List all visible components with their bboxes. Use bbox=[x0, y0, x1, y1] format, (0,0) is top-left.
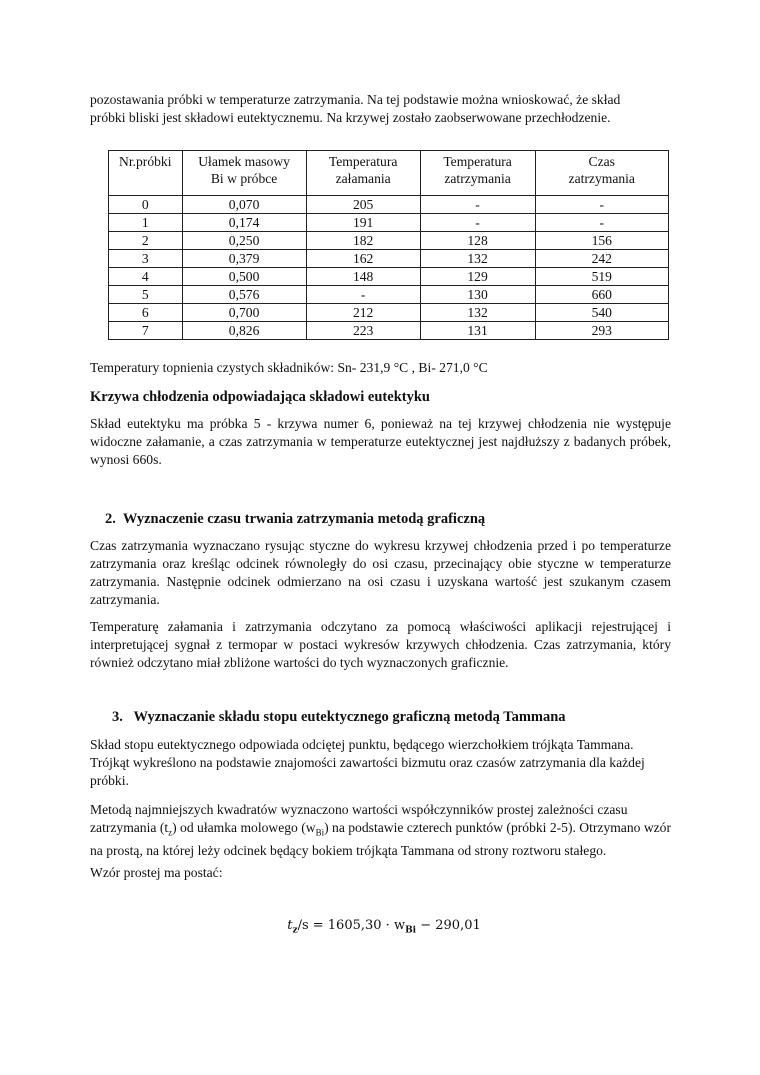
table-row bbox=[109, 250, 669, 268]
formula-lhs: t bbox=[287, 918, 293, 933]
table-cell: 1 bbox=[109, 214, 183, 232]
table-body bbox=[109, 196, 669, 340]
table-cell: 7 bbox=[109, 322, 183, 340]
table-row bbox=[109, 304, 669, 322]
column-header bbox=[182, 151, 306, 196]
table-header-row bbox=[109, 151, 669, 196]
eutectic-paragraph: Skład eutektyku ma próbka 5 - krzywa numer 6, ponieważ na tej krzywej chłodzenia nie występuje widoczne załamanie, a czas zatrzymania w temperaturze eutektycznej jest najdłuższy z badanych próbek, wynosi 660s. bbox=[90, 416, 671, 467]
table-cell: 242 bbox=[535, 250, 668, 268]
table-cell: 0,250 bbox=[182, 232, 306, 250]
table-cell: - bbox=[420, 196, 535, 214]
column-header bbox=[535, 151, 668, 196]
table-cell: 131 bbox=[420, 322, 535, 340]
subscript: z bbox=[168, 827, 173, 838]
table-cell: 519 bbox=[535, 268, 668, 286]
table-cell: 540 bbox=[535, 304, 668, 322]
section-3-number: 3. bbox=[112, 709, 123, 725]
column-header bbox=[109, 151, 183, 196]
para-text: ) na podstawie czterech punktów (próbki 2-5). Otrzymano wzór na prostą, na której leży odcinek będący bokiem trójkąta Tammana od strony roztworu stałego. bbox=[90, 820, 672, 858]
column-header-line: Nr.próbki bbox=[119, 154, 172, 169]
column-header-line: Temperatura bbox=[328, 154, 398, 169]
column-header-line: Bi w próbce bbox=[210, 171, 278, 186]
formula-w-sub: Bi bbox=[405, 925, 417, 936]
table-cell: 223 bbox=[306, 322, 420, 340]
table-row bbox=[109, 232, 669, 250]
section-3-paragraph-2 bbox=[90, 801, 671, 860]
section-3-paragraph-1-line-3: próbki. bbox=[90, 773, 129, 788]
column-header bbox=[306, 151, 420, 196]
section-2-paragraph-2: Temperaturę załamania i zatrzymania odczytano za pomocą właściwości aplikacji rejestrującej i interpretującej sygnał z termopar w postaci wykresów krzywych chłodzenia. Czas zatrzymania, który również odczytano miał zbliżone wartości do tych wyznaczonych graficznie. bbox=[90, 619, 671, 670]
section-3-paragraph-1 bbox=[90, 736, 671, 790]
table-cell: 660 bbox=[535, 286, 668, 304]
table-cell: - bbox=[420, 214, 535, 232]
table-cell: 0,700 bbox=[182, 304, 306, 322]
table-cell: 0 bbox=[109, 196, 183, 214]
melting-points: Temperatury topnienia czystych składników: Sn- 231,9 °C , Bi- 271,0 °C bbox=[90, 360, 488, 375]
table-cell: - bbox=[306, 286, 420, 304]
column-header-line: zatrzymania bbox=[568, 171, 635, 186]
table-cell: 156 bbox=[535, 232, 668, 250]
formula-mid: /s = 1605,30 · w bbox=[297, 918, 406, 933]
section-3-heading bbox=[112, 708, 693, 726]
table-cell: 191 bbox=[306, 214, 420, 232]
table-cell: 128 bbox=[420, 232, 535, 250]
table-cell: 182 bbox=[306, 232, 420, 250]
table-cell: 3 bbox=[109, 250, 183, 268]
table-row bbox=[109, 286, 669, 304]
table-cell: 0,070 bbox=[182, 196, 306, 214]
column-header bbox=[420, 151, 535, 196]
intro-line-1: pozostawania próbki w temperaturze zatrzymania. Na tej podstawie można wnioskować, że skład bbox=[90, 92, 621, 107]
table-cell: 162 bbox=[306, 250, 420, 268]
para-text: Metodą najmniejszych kwadratów wyznaczono wartości współczynników prostej zależności czasu zatrzymania (t bbox=[90, 802, 628, 835]
table-cell: 0,174 bbox=[182, 214, 306, 232]
para-text: ) od ułamka molowego (w bbox=[172, 820, 316, 835]
column-header-line: Temperatura bbox=[443, 154, 512, 169]
intro-line-2: próbki bliski jest składowi eutektycznemu. Na krzywej zostało zaobserwowane przechłodzenie. bbox=[90, 110, 611, 125]
section-3-title: Wyznaczanie składu stopu eutektycznego graficzną metodą Tammana bbox=[133, 709, 566, 725]
table-cell: - bbox=[535, 196, 668, 214]
intro-paragraph bbox=[90, 91, 671, 127]
table-cell: - bbox=[535, 214, 668, 232]
section-3-paragraph-1-line-1: Skład stopu eutektycznego odpowiada odciętej punktu, będącego wierzchołkiem trójkąta Tammana. bbox=[90, 737, 634, 752]
table-cell: 212 bbox=[306, 304, 420, 322]
section-2-number: 2. bbox=[105, 511, 116, 527]
column-header-line: zatrzymania bbox=[444, 171, 511, 186]
table-cell: 0,576 bbox=[182, 286, 306, 304]
table-cell: 6 bbox=[109, 304, 183, 322]
section-2-paragraph-1: Czas zatrzymania wyznaczano rysując styczne do wykresu krzywej chłodzenia przed i po temperaturze zatrzymania oraz kreśląc odcinek równoległy do osi czasu, przecinający obie styczne w temperaturze zatrzymania. Następnie odcinek odmierzano na osi czasu i uzyskana wartość jest szukanym czasem zatrzymania. bbox=[90, 538, 671, 607]
table-cell: 0,379 bbox=[182, 250, 306, 268]
tammann-line-formula bbox=[0, 918, 760, 936]
table-cell: 4 bbox=[109, 268, 183, 286]
table-cell: 5 bbox=[109, 286, 183, 304]
section-2-heading bbox=[105, 510, 686, 528]
table-cell: 132 bbox=[420, 250, 535, 268]
table-row bbox=[109, 196, 669, 214]
section-2-title: Wyznaczenie czasu trwania zatrzymania metodą graficzną bbox=[122, 511, 486, 527]
table-cell: 130 bbox=[420, 286, 535, 304]
table-cell: 0,500 bbox=[182, 268, 306, 286]
table-cell: 129 bbox=[420, 268, 535, 286]
eutectic-heading: Krzywa chłodzenia odpowiadająca składowi eutektyku bbox=[90, 389, 430, 405]
formula-intro: Wzór prostej ma postać: bbox=[90, 865, 223, 880]
table-row bbox=[109, 322, 669, 340]
table-row bbox=[109, 214, 669, 232]
samples-table bbox=[108, 150, 669, 340]
section-3-paragraph-1-line-2: Trójkąt wykreślono na podstawie znajomości zawartości bizmutu oraz czasów zatrzymania dla każdej bbox=[90, 755, 645, 770]
table-cell: 205 bbox=[306, 196, 420, 214]
table-cell: 148 bbox=[306, 268, 420, 286]
formula-rhs: − 290,01 bbox=[416, 918, 481, 933]
column-header-line: Czas bbox=[588, 154, 615, 169]
table-cell: 132 bbox=[420, 304, 535, 322]
table-cell: 293 bbox=[535, 322, 668, 340]
table-cell: 2 bbox=[109, 232, 183, 250]
column-header-line: Ułamek masowy bbox=[198, 154, 290, 169]
table-cell: 0,826 bbox=[182, 322, 306, 340]
formula-lhs-sub: z bbox=[292, 925, 298, 936]
subscript: Bi bbox=[315, 827, 325, 838]
column-header-line: załamania bbox=[335, 171, 391, 186]
table-row bbox=[109, 268, 669, 286]
